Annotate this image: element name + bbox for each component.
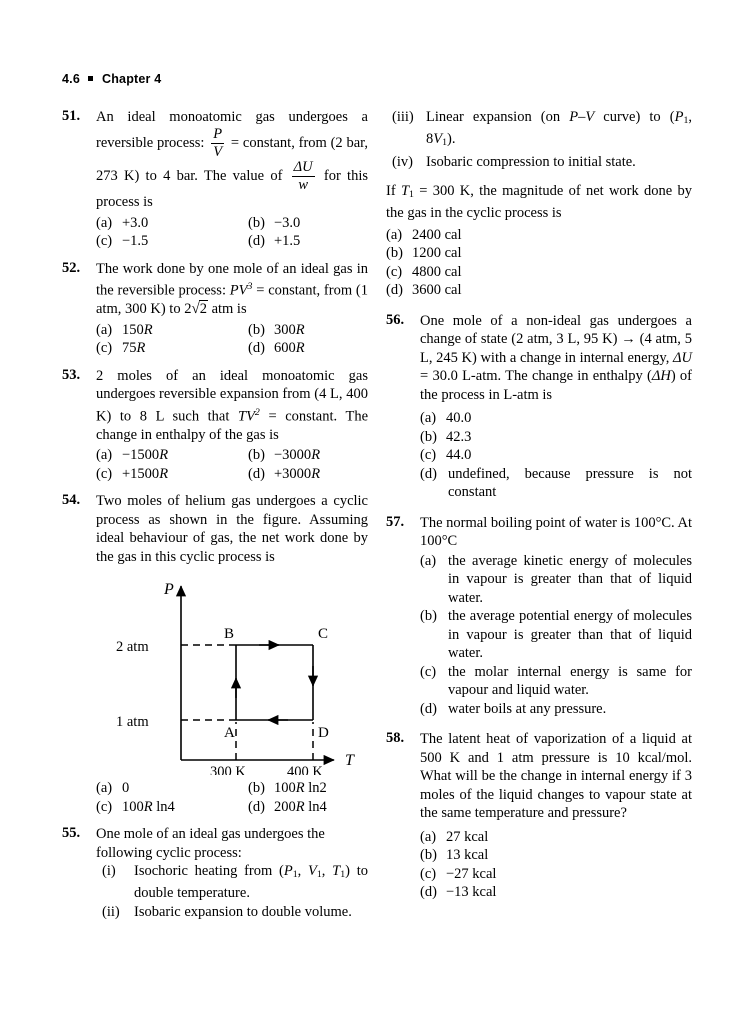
option-suffix: ln4 (152, 798, 175, 815)
option-symbol: R (295, 321, 305, 338)
option-symbol: R (295, 780, 305, 797)
symbol-v-subscript: 1 (316, 868, 322, 880)
question-57 (386, 514, 692, 719)
option-symbol: R (295, 340, 305, 357)
question-text: The latent heat of vaporization of a liquid at 500 K and 1 atm pressure is 10 kcal/mol. What will be the change in internal energy if 3 moles of the liquid changes to vapour state at the same temperature and pressure? (420, 731, 692, 822)
x-tick-300k: 300 K (210, 764, 246, 776)
option-label: (b) (248, 780, 265, 797)
folio-number: 4.6 (62, 72, 80, 86)
question-number: 57. (386, 513, 405, 530)
y-tick-2atm: 2 atm (116, 639, 149, 656)
option-text: 200 (274, 798, 296, 815)
question-text (96, 367, 368, 444)
option-text: +1.5 (274, 233, 301, 250)
option-label: (a) (386, 226, 403, 243)
option-symbol: R (143, 798, 153, 815)
option-label: (d) (248, 340, 265, 357)
option-c[interactable] (386, 263, 692, 282)
q56-text-a: One mole of a non-ideal gas undergoes a change of state (2 atm, 3 L, 95 K) → (4 atm, 5 L, 245 K) with a change in internal energy, (420, 312, 692, 366)
point-label-d: D (318, 725, 329, 742)
fraction-denominator: V (213, 143, 223, 160)
symbol-p: P (674, 109, 684, 125)
symbol-p-subscript: 1 (292, 868, 298, 880)
option-label: (d) (420, 884, 437, 901)
question-number: 56. (386, 311, 405, 328)
symbol-t-subscript: 1 (409, 188, 414, 200)
option-a[interactable] (96, 779, 248, 798)
fraction-p-over-v (211, 127, 224, 160)
option-label: (a) (420, 828, 437, 845)
question-52 (62, 260, 368, 358)
sub-item-iv (392, 153, 692, 172)
option-c[interactable] (96, 465, 248, 484)
option-c[interactable] (420, 663, 692, 700)
option-b[interactable] (248, 446, 402, 465)
roman-numeral: (i) (102, 863, 116, 880)
options-list (96, 321, 368, 358)
option-label: (d) (386, 282, 403, 299)
option-label: (d) (248, 465, 265, 482)
options-list (420, 552, 692, 719)
option-d[interactable] (248, 232, 402, 251)
question-text (96, 108, 368, 212)
roman-numeral: (iii) (392, 109, 414, 125)
sub-text-pre: Isochoric heating from ( (134, 863, 284, 880)
option-a[interactable] (420, 828, 692, 847)
q51-text-c: for this process is (96, 168, 368, 211)
option-label: (b) (248, 447, 265, 464)
option-a[interactable] (96, 214, 248, 233)
fraction-numerator: P (211, 127, 224, 144)
question-text (96, 260, 368, 319)
option-label: (b) (420, 608, 437, 625)
q51-text-a: An ideal monoatomic gas undergoes a reversible process: (96, 109, 368, 151)
q53-text-b: = constant. The change in enthalpy of the gas is (96, 408, 369, 443)
option-label: (b) (420, 428, 437, 445)
q52-formula-exponent: 3 (247, 281, 253, 293)
option-symbol: R (295, 798, 305, 815)
symbol-t-subscript: 1 (340, 868, 346, 880)
running-head (62, 72, 161, 86)
question-54 (62, 492, 368, 816)
option-b[interactable] (420, 846, 692, 865)
question-53 (62, 367, 368, 483)
options-list (420, 409, 692, 502)
option-a[interactable] (420, 552, 692, 608)
q51-text-b: = constant, from (2 bar, 273 K) to 4 bar. The value of (96, 134, 369, 185)
option-text: 3600 cal (412, 282, 462, 299)
option-symbol: R (159, 465, 169, 482)
option-text: +3000 (274, 465, 312, 482)
option-b[interactable] (248, 321, 402, 340)
option-label: (b) (248, 214, 265, 231)
option-text: 600 (274, 340, 296, 357)
option-a[interactable] (420, 409, 692, 428)
option-d[interactable] (248, 339, 402, 358)
pt-cycle-svg (96, 570, 405, 776)
pt-cycle-figure (96, 570, 405, 776)
option-label: (a) (96, 321, 113, 338)
option-label: (c) (420, 663, 437, 680)
option-label: (a) (96, 447, 113, 464)
option-text: −1.5 (122, 233, 149, 250)
option-text: 13 kcal (446, 847, 489, 864)
option-text: 2400 cal (412, 226, 462, 243)
option-label: (c) (96, 233, 113, 250)
option-symbol: R (159, 447, 169, 464)
option-d[interactable] (386, 281, 692, 300)
fraction-numerator: ΔU (292, 160, 315, 177)
option-label: (c) (96, 340, 113, 357)
options-list (96, 779, 368, 816)
question-58 (386, 730, 692, 902)
option-symbol: R (311, 465, 321, 482)
option-label: (a) (420, 552, 437, 569)
y-axis-label: P (164, 581, 174, 599)
option-c[interactable] (420, 446, 692, 465)
question-text (420, 312, 692, 405)
x-tick-400k: 400 K (287, 764, 323, 776)
option-a[interactable] (96, 446, 248, 465)
option-d[interactable] (420, 700, 692, 719)
roman-numeral: (iv) (392, 153, 413, 170)
option-label: (d) (420, 465, 437, 482)
sub-text-post: ) to double temperature. (134, 863, 369, 902)
option-text: 4800 cal (412, 263, 462, 280)
option-label: (b) (420, 847, 437, 864)
closing-post: = 300 K, the magnitude of net work done by the gas in the cyclic process is (386, 183, 692, 222)
sub-text-post: ). (447, 131, 456, 148)
option-a[interactable] (96, 321, 248, 340)
symbol-t: T (400, 183, 410, 200)
symbol-v: V (433, 131, 443, 148)
option-text: 40.0 (446, 410, 472, 427)
option-b[interactable] (248, 779, 402, 798)
option-b[interactable] (386, 244, 692, 263)
sub-item-i: (i) Isochoric heating from ($P_1$, $V_1$, $T_1$) to double temperature. (102, 863, 369, 902)
right-column (386, 108, 692, 911)
option-c[interactable] (420, 865, 692, 884)
fraction-denominator: w (298, 177, 308, 194)
option-c[interactable] (96, 339, 248, 358)
option-text: 0 (122, 780, 130, 797)
square-bullet-icon (88, 76, 93, 81)
question-number: 54. (62, 492, 81, 509)
question-56 (386, 312, 692, 502)
question-55 (62, 825, 368, 921)
left-column (62, 108, 368, 930)
option-c[interactable] (96, 232, 248, 251)
symbol-pv: P–V (569, 109, 595, 125)
option-text: 1200 cal (412, 245, 462, 262)
point-label-b: B (224, 626, 235, 643)
option-text: −1500 (122, 447, 160, 464)
radicand: 2 (199, 301, 207, 318)
sub-text: Isobaric expansion to double volume. (134, 903, 352, 920)
option-text: 150 (122, 321, 144, 338)
option-text: −13 kcal (446, 884, 497, 901)
option-label: (a) (96, 780, 113, 797)
option-d[interactable] (248, 465, 402, 484)
symbol-p: P (283, 863, 293, 880)
option-label: (b) (248, 321, 265, 338)
q52-text-e: atm is (211, 301, 247, 318)
option-text: +3.0 (122, 214, 149, 231)
question-text: One mole of an ideal gas undergoes the following cyclic process: (96, 826, 325, 861)
option-text: water boils at any pressure. (448, 700, 607, 717)
option-symbol: R (143, 321, 153, 338)
roman-numeral: (ii) (102, 903, 120, 920)
square-root-icon: √2 (191, 301, 207, 318)
options-list (96, 446, 368, 483)
option-text: 100 (122, 798, 144, 815)
sub-item-ii (102, 903, 368, 922)
question-number: 58. (386, 730, 405, 747)
option-text: 100 (274, 780, 296, 797)
option-text: 27 kcal (446, 828, 489, 845)
question-text: The normal boiling point of water is 100°C. At 100°C (420, 514, 693, 550)
question-number: 55. (62, 825, 81, 842)
option-d[interactable] (420, 465, 692, 502)
option-text: 44.0 (446, 447, 472, 464)
option-label: (c) (96, 798, 113, 815)
option-text: the average kinetic energy of molecules in vapour is greater than that of liquid water. (448, 552, 692, 606)
option-symbol: R (136, 340, 146, 357)
symbol-v: V (308, 863, 317, 880)
option-text: −3.0 (274, 214, 301, 231)
option-d[interactable] (248, 798, 402, 817)
point-label-c: C (318, 626, 329, 643)
question-text: Two moles of helium gas undergoes a cyclic process as shown in the figure. Assuming ideal behaviour of gas, the net work done by the gas in this cyclic process is (96, 493, 368, 565)
option-label: (b) (386, 245, 403, 262)
sub-text-mid: curve) to ( (594, 109, 675, 125)
question-55-continued (386, 108, 692, 300)
options-list (420, 828, 692, 902)
question-number: 51. (62, 108, 81, 124)
option-b[interactable] (420, 428, 692, 447)
question-number: 53. (62, 366, 81, 383)
options-list (386, 226, 692, 300)
q53-formula-exponent: 2 (254, 406, 260, 418)
y-tick-1atm: 1 atm (116, 714, 149, 731)
q53-formula: TV (238, 408, 255, 425)
options-list (96, 214, 368, 251)
option-label: (c) (420, 865, 437, 882)
option-label: (a) (420, 410, 437, 427)
sub-text-pre: Linear expansion (on (426, 109, 570, 125)
option-text: the molar internal energy is same for vapour and liquid water. (448, 663, 692, 699)
point-label-a: A (224, 725, 235, 742)
option-label: (d) (420, 700, 437, 717)
option-label: (d) (248, 233, 265, 250)
option-text: the average potential energy of molecules in vapour is greater than that of liquid water. (448, 608, 692, 662)
sub-item-iii (392, 108, 692, 153)
option-d[interactable] (420, 883, 692, 902)
q56-text-b: = 30.0 L-atm. The change in enthalpy ( (420, 368, 652, 385)
symbol-delta-u: ΔU (673, 349, 692, 366)
option-c[interactable] (96, 798, 248, 817)
option-text: +1500 (122, 465, 160, 482)
option-symbol: R (311, 447, 321, 464)
symbol-t: T (332, 863, 341, 880)
chapter-title: Chapter 4 (101, 72, 162, 86)
question-51 (62, 108, 368, 251)
option-text: −27 kcal (446, 865, 497, 882)
q52-text-a: The work done by one mole of an ideal gas in the reversible process: (96, 260, 368, 299)
symbol-delta-h: ΔH (651, 368, 671, 385)
option-text: 300 (274, 321, 296, 338)
symbol-v-subscript: 1 (442, 137, 448, 149)
closing-pre: If (386, 183, 401, 200)
option-suffix: ln2 (304, 780, 327, 797)
q56-text-c: ) of the process in L-atm is (420, 368, 692, 403)
option-label: (c) (386, 263, 403, 280)
symbol-p-subscript: 1 (683, 114, 689, 126)
q52-text-b: = constant, from (1 atm, 300 K) to (96, 282, 368, 318)
question-number: 52. (62, 259, 81, 276)
q52-formula: PV (229, 282, 248, 299)
sub-text: Isobaric compression to initial state. (426, 153, 636, 170)
option-text: 42.3 (446, 428, 472, 445)
q52-coefficient: 2 (184, 301, 192, 318)
fraction-deltau-over-w (292, 160, 315, 193)
option-label: (a) (96, 214, 113, 231)
option-text: −3000 (274, 447, 312, 464)
option-b[interactable] (248, 214, 402, 233)
option-label: (c) (420, 447, 437, 464)
sub-multiplier: , 8 (426, 109, 692, 148)
option-label: (c) (96, 465, 113, 482)
q55-closing-text (386, 182, 692, 223)
option-text: 75 (122, 340, 137, 357)
x-axis-label: T (345, 752, 354, 770)
q53-text-a: 2 moles of an ideal monoatomic gas undergoes reversible expansion from (4 L, 400 K) to 8 L such that (96, 367, 368, 425)
option-b[interactable] (420, 607, 692, 663)
option-suffix: ln4 (304, 798, 327, 815)
option-a[interactable] (386, 226, 692, 245)
option-text: undefined, because pressure is not constant (448, 465, 692, 501)
option-label: (d) (248, 798, 265, 815)
